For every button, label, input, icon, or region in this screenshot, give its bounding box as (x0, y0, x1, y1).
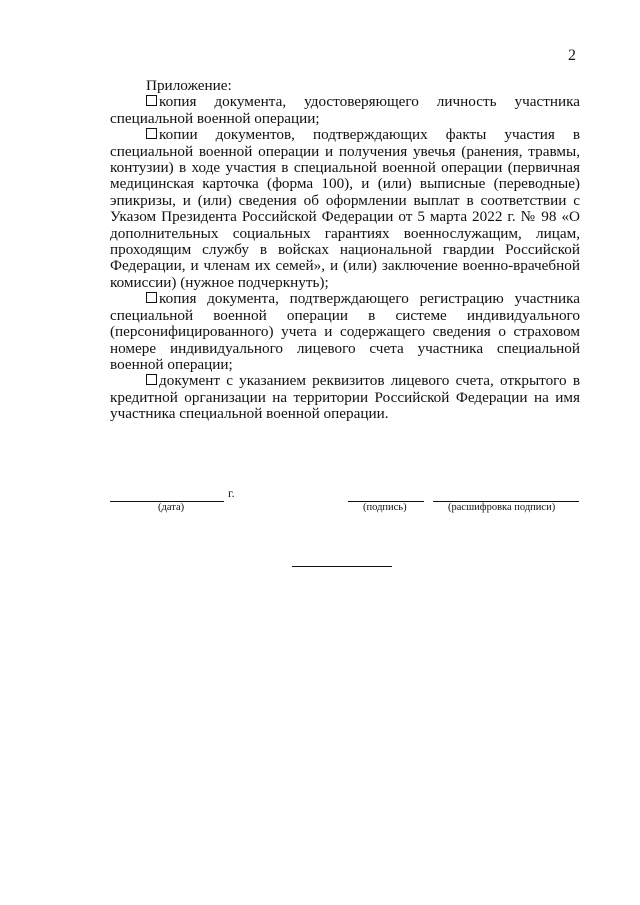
year-suffix: г. (228, 486, 235, 500)
attachment-item (110, 94, 580, 127)
page-number: 2 (568, 47, 576, 64)
checkbox-icon[interactable] (146, 292, 157, 303)
checkbox-icon[interactable] (146, 128, 157, 139)
attachment-item-text: копия документа, подтверждающего регистрацию участника специальной военной операции в системе индивидуального (персонифицированного) учета и содержащего сведения о страховом номере индивидуального лицевого счета участника специальной военной операции; (110, 290, 580, 373)
end-divider (292, 566, 392, 567)
document-body (110, 78, 580, 423)
attachment-item (110, 291, 580, 373)
attachment-item (110, 127, 580, 291)
checkbox-icon[interactable] (146, 374, 157, 385)
attachment-item (110, 373, 580, 422)
signature-block (0, 486, 640, 522)
attachment-item-text: документ с указанием реквизитов лицевого счета, открытого в кредитной организации на территории Российской Федерации на имя участника специальной военной операции. (110, 372, 580, 423)
date-label: (дата) (158, 502, 185, 513)
attachment-item-text: копия документа, удостоверяющего личность участника специальной военной операции; (110, 93, 580, 127)
attachment-heading: Приложение: (146, 77, 232, 94)
signature-label: (подпись) (363, 502, 407, 513)
signature-decode-label: (расшифровка подписи) (448, 502, 556, 513)
checkbox-icon[interactable] (146, 95, 157, 106)
attachment-item-text: копии документов, подтверждающих факты участия в специальной военной операции и получения увечья (ранения, травмы, контузии) в ходе участия в специальной военной операции (первичная медицинская карточка (форма 100), и (или) выписные (переводные) эпикризы, и (или) сведения об оформлении выплат в соответствии с Указом Президента Российской Федерации от 5 марта 2022 г. № 98 «О дополнительных социальных гарантиях военнослужащим, лицам, проходящим службу в войсках национальной гвардии Российской Федерации, и членам их семей», и (или) заключение военно-врачебной комиссии) (нужное подчеркнуть); (110, 126, 580, 291)
